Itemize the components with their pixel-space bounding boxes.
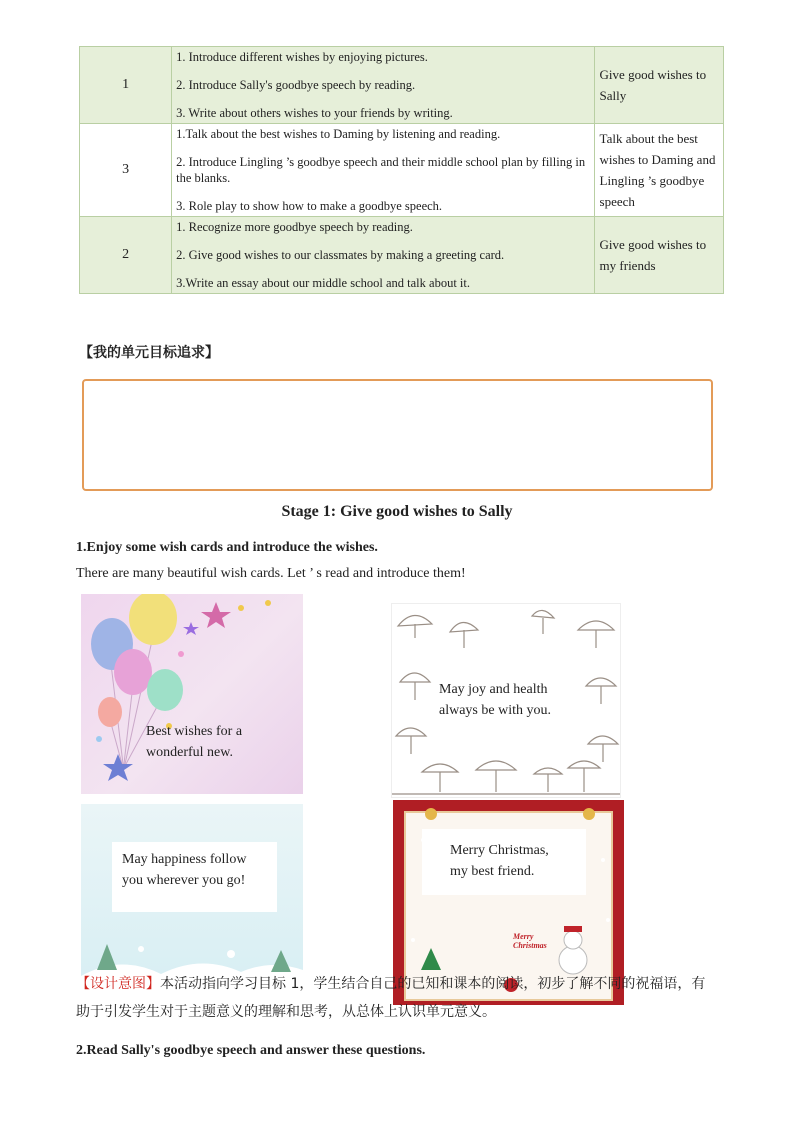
card-message-panel bbox=[112, 842, 277, 912]
stage-number: 1 bbox=[80, 47, 172, 124]
activity-item: 2. Give good wishes to our classmates by making a greeting card. bbox=[176, 248, 505, 262]
activities-cell bbox=[172, 217, 594, 294]
activity-item: 2. Introduce Sally's goodbye speech by reading. bbox=[176, 78, 416, 92]
card-message-line: my best friend. bbox=[450, 864, 535, 879]
activities-cell bbox=[172, 124, 594, 217]
activity-item: 1.Talk about the best wishes to Daming by listening and reading. bbox=[176, 127, 501, 141]
card-message-line: you wherever you go! bbox=[122, 873, 246, 888]
wish-card-balloons bbox=[81, 594, 303, 794]
card-message-panel bbox=[422, 829, 586, 895]
activities-cell bbox=[172, 47, 594, 124]
activity-item: 3. Role play to show how to make a goodbye speech. bbox=[176, 199, 443, 213]
design-intent-text: 本活动指向学习目标 1，学生结合自己的已知和课本的阅读，初步了解不同的祝福语，有助于引发学生对于主题意义的理解和思考，从总体上认识单元意义。 bbox=[76, 976, 706, 1020]
card-message-line: always be with you. bbox=[439, 703, 551, 718]
stage-number: 3 bbox=[80, 124, 172, 217]
activity-item: 2. Introduce Lingling ’s goodbye speech and their middle school plan by filling in the blanks. bbox=[176, 155, 586, 185]
balloons-illustration bbox=[81, 594, 303, 794]
intro-text: There are many beautiful wish cards. Let ’ s read and introduce them! bbox=[76, 566, 466, 581]
design-intent-paragraph bbox=[76, 970, 716, 1026]
table-row bbox=[80, 124, 724, 217]
card-message-line: wonderful new. bbox=[146, 745, 233, 760]
merry-christmas-badge: Merry Christmas bbox=[513, 932, 547, 950]
table-row bbox=[80, 217, 724, 294]
goal-cell: Talk about the best wishes to Daming and Lingling ’s goodbye speech bbox=[594, 124, 723, 217]
question-1: 1.Enjoy some wish cards and introduce the wishes. bbox=[76, 540, 378, 555]
card-message-line: May happiness follow bbox=[122, 852, 247, 867]
question-2: 2.Read Sally's goodbye speech and answer these questions. bbox=[76, 1043, 426, 1058]
unit-plan-table bbox=[79, 46, 724, 294]
card-message-line: Best wishes for a bbox=[146, 724, 243, 739]
activity-item: 1. Introduce different wishes by enjoying pictures. bbox=[176, 50, 428, 64]
activity-item: 1. Recognize more goodbye speech by reading. bbox=[176, 220, 413, 234]
activity-item: 3. Write about others wishes to your friends by writing. bbox=[176, 106, 453, 120]
wish-card-mushrooms bbox=[391, 603, 621, 798]
activity-item: 3.Write an essay about our middle school and talk about it. bbox=[176, 276, 470, 290]
stage-number: 2 bbox=[80, 217, 172, 294]
design-intent-tag: 【设计意图】 bbox=[76, 976, 160, 992]
card-message-line: May joy and health bbox=[439, 682, 548, 697]
stage-title: Stage 1: Give good wishes to Sally bbox=[281, 503, 513, 520]
goal-cell: Give good wishes to my friends bbox=[594, 217, 723, 294]
table-row bbox=[80, 47, 724, 124]
unit-goal-heading: 【我的单元目标追求】 bbox=[79, 346, 219, 361]
unit-goal-input-box[interactable] bbox=[82, 379, 713, 491]
goal-cell: Give good wishes to Sally bbox=[594, 47, 723, 124]
card-message-line: Merry Christmas, bbox=[450, 843, 549, 858]
